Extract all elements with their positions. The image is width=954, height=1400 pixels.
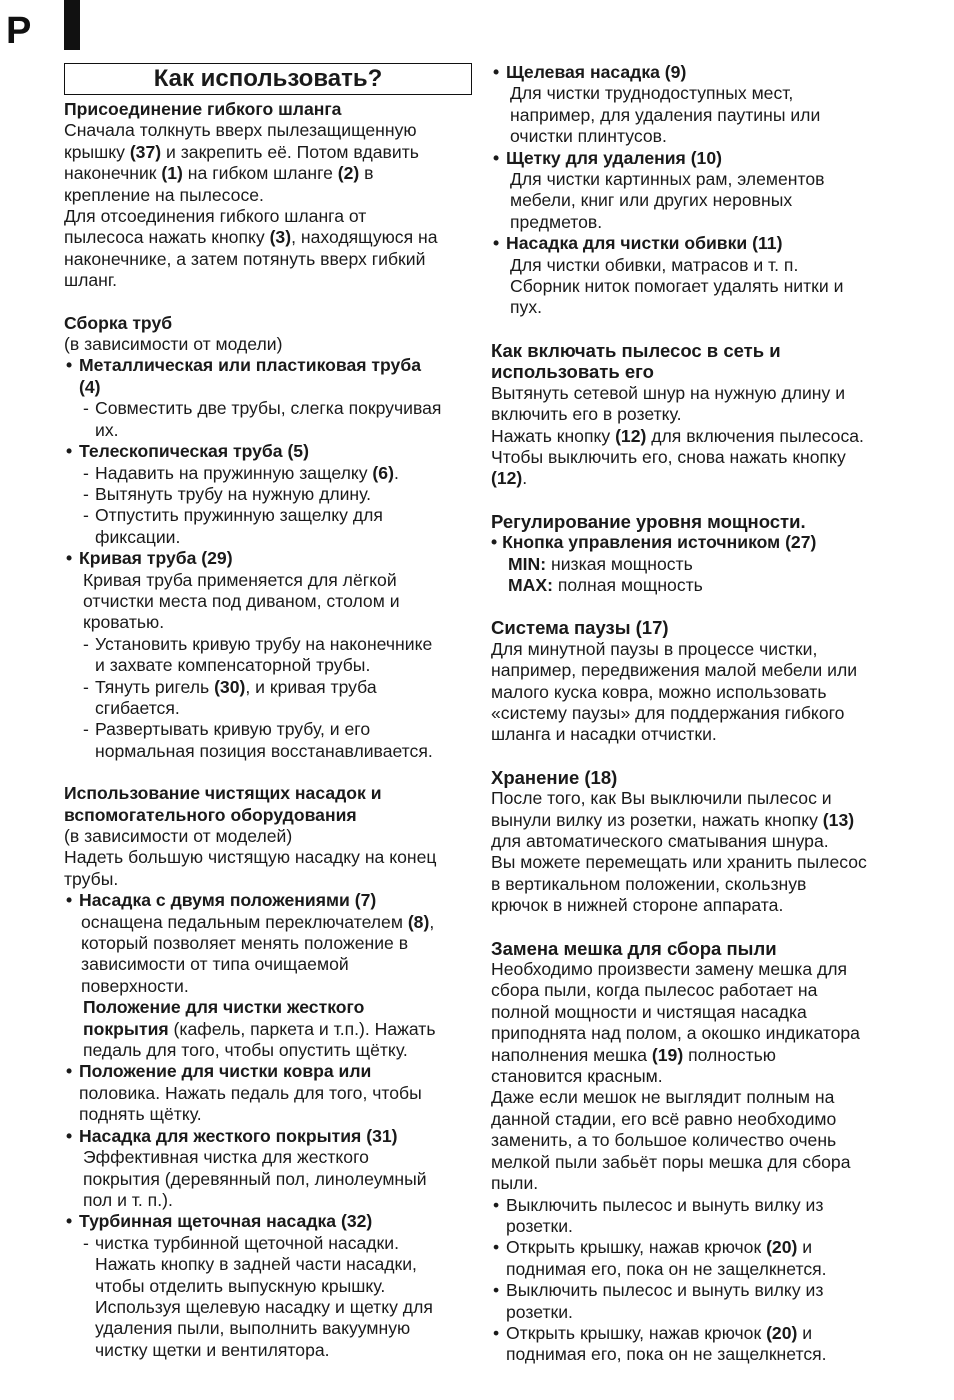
list-item: • Выключить пылесос и вынуть вилку из розетки. [491, 1280, 901, 1323]
page-title: Как использовать? [64, 63, 472, 95]
power-button-item: • Кнопка управления источником (27) [491, 532, 817, 553]
list-item: • Турбинная щеточная насадка (32) [64, 1211, 472, 1232]
list-item: • Кривая труба (29) [64, 548, 472, 569]
dust-brush-description: Для чистки картинных рам, элементов мебели, книг или других неровных предметов. [510, 169, 825, 232]
list-item: • Положение для чистки ковра или половика. Нажать педаль для того, чтобы поднять щётку. [64, 1061, 472, 1125]
upholstery-description: Для чистки обивки, матрасов и т. п. Сборник ниток помогает удалять нитки и пух. [510, 254, 844, 318]
list-item: • Насадка с двумя положениями (7) [64, 890, 472, 911]
hard-nozzle-description: Эффективная чистка для жесткого покрытия (деревянный пол, линолеумный пол и т. п.). [83, 1147, 427, 1210]
power-levels: MIN: низкая мощность MAX: полная мощность [508, 553, 703, 595]
list-item: • Открыть крышку, нажав крючок (20) и поднимая его, пока он не защелкнется. [491, 1323, 901, 1366]
nozzles-intro: Надеть большую чистящую насадку на конец трубы. [64, 847, 437, 889]
list-item: • Телескопическая труба (5) [64, 441, 472, 462]
crevice-description: Для чистки труднодоступных мест, например, для удаления паутины или очистки плинтусов. [510, 83, 821, 147]
list-item: • Металлическая или пластиковая труба (4) [64, 355, 472, 398]
pause-heading: Система паузы (17) [491, 617, 669, 639]
switch-on-heading: Как включать пылесос в сеть и использовать его [491, 339, 781, 383]
language-tab-letter: P [6, 10, 32, 52]
nozzles-heading: Использование чистящих насадок и вспомогательного оборудования [64, 783, 382, 825]
bag-text: Необходимо произвести замену мешка для сбора пыли, когда пылесос работает на полной мощности и чистящая насадка приподнята над полом, а окошко индикатора наполнения мешка (19) полностью становится красным. Даже если мешок не выглядит полным на данной стадии, его всё равно необходимо заменить, а то большое количество очень мелкой пыли забьёт поры мешка для сбора пыли. [491, 959, 860, 1194]
hose-paragraph-2: Для отсоединения гибкого шланга от пылесоса нажать кнопку (3), находящуюся на наконечнике, а затем потянуть вверх гибкий шланг. [64, 206, 438, 291]
list-item: - чистка турбинной щеточной насадки. Нажать кнопку в задней части насадки, чтобы отделить выпускную крышку. Используя щелевую насадку и щетку для удаления пыли, выполнить вакуумную чистку щетки и вентилятора. [83, 1232, 433, 1360]
storage-heading: Хранение (18) [491, 766, 618, 788]
language-tab-bar [64, 0, 80, 50]
left-column [64, 60, 472, 1361]
list-item: - Тянуть ригель (30), и кривая труба сгибается. [83, 676, 377, 718]
right-column [491, 62, 901, 1366]
hard-floor-position: Положение для чистки жесткого покрытия (кафель, паркета и т.п.). Нажать педаль для того, чтобы опустить щётку. [83, 997, 436, 1061]
two-position-description: оснащена педальным переключателем (8), который позволяет менять положение в зависимости от типа очищаемой поверхности. [81, 911, 435, 996]
pause-text: Для минутной паузы в процессе чистки, например, передвижения малой мебели или малого куска ковра, можно использовать «систему паузы» для поддержания гибкого шланга и насадки отчистки. [491, 638, 858, 745]
nozzles-note: (в зависимости от моделей) [64, 826, 293, 846]
curved-description: Кривая труба применяется для лёгкой отчистки места под диваном, столом и кроватью. [83, 569, 400, 633]
hose-heading: Присоединение гибкого шланга [64, 99, 342, 119]
list-item: • Насадка для жесткого покрытия (31) [64, 1126, 472, 1147]
list-item: - Отпустить пружинную защелку для фиксации. [83, 505, 383, 547]
list-item: • Щелевая насадка (9) [491, 62, 901, 83]
tubes-note: (в зависимости от модели) [64, 334, 283, 355]
list-item: - Установить кривую трубу на наконечнике и захвате компенсаторной трубы. [83, 633, 433, 676]
switch-on-text: Вытянуть сетевой шнур на нужную длину и включить его в розетку. Нажать кнопку (12) для включения пылесоса. Чтобы выключить его, снова нажать кнопку (12). [491, 382, 864, 489]
hose-paragraph-1: Сначала толкнуть вверх пылезащищенную крышку (37) и закрепить её. Потом вдавить наконечник (1) на гибком шланге (2) в крепление на пылесосе. [64, 120, 419, 205]
list-item: • Выключить пылесос и вынуть вилку из розетки. [491, 1195, 901, 1238]
power-heading: Регулирование уровня мощности. [491, 510, 806, 532]
list-item: - Надавить на пружинную защелку (6). [83, 462, 399, 483]
tubes-heading: Сборка труб [64, 312, 173, 333]
list-item: - Совместить две трубы, слегка покручивая их. [83, 398, 442, 440]
storage-text: После того, как Вы выключили пылесос и вынули вилку из розетки, нажать кнопку (13) для автоматического сматывания шнура. Вы можете перемещать или хранить пылесос в вертикальном положении, скользнув крючок в нижней стороне аппарата. [491, 788, 867, 916]
list-item: • Щетку для удаления (10) [491, 148, 901, 169]
list-item: • Насадка для чистки обивки (11) [491, 233, 901, 254]
list-item: - Развертывать кривую трубу, и его нормальная позиция восстанавливается. [83, 719, 433, 761]
list-item: - Вытянуть трубу на нужную длину. [83, 483, 372, 504]
list-item: • Открыть крышку, нажав крючок (20) и поднимая его, пока он не защелкнется. [491, 1237, 901, 1280]
bag-heading: Замена мешка для сбора пыли [491, 937, 777, 959]
